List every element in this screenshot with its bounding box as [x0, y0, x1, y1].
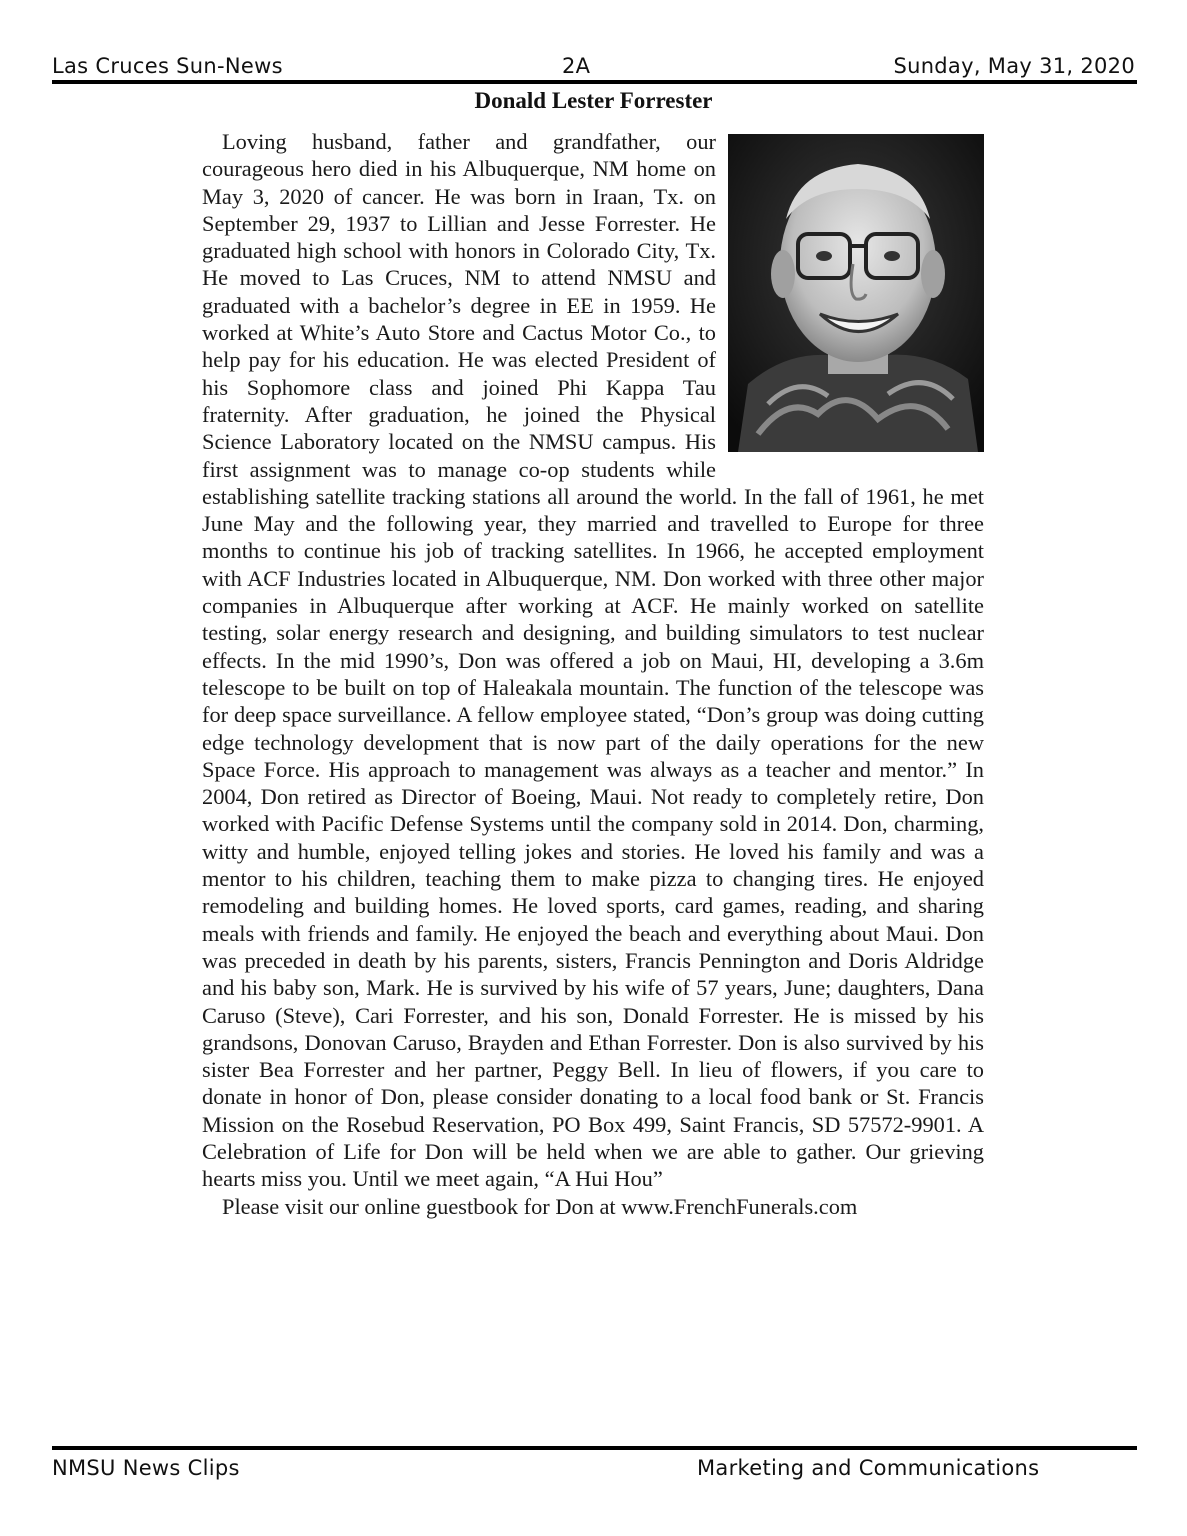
footer-right: Marketing and Communications	[697, 1456, 1040, 1480]
footer-rule	[52, 1446, 1137, 1450]
publication-date: Sunday, May 31, 2020	[893, 54, 1135, 78]
portrait-photo	[728, 134, 984, 452]
portrait-image	[728, 134, 984, 452]
publication-name: Las Cruces Sun-News	[52, 54, 283, 78]
header-rule	[52, 80, 1137, 84]
article-body	[202, 128, 984, 1220]
guestbook-text: Please visit our online guestbook for Don at www.FrenchFunerals.com	[222, 1193, 858, 1219]
page-number: 2A	[562, 54, 591, 78]
article-title: Donald Lester Forrester	[474, 88, 713, 113]
footer-left: NMSU News Clips	[52, 1456, 240, 1480]
obituary-text: Loving husband, father and grandfather, our courageous hero died in his Albuquerque, NM home on May 3, 2020 of cancer. He was born in Iraan, Tx. on September 29, 1937 to Lillian and Jesse Forrester. He graduated high school with honors in Colorado City, Tx. He moved to Las Cruces, NM to attend NMSU and graduated with a bachelor’s degree in EE in 1959. He worked at White’s Auto Store and Cactus Motor Co., to help pay for his education. He was elected President of his Sophomore class and joined Phi Kappa Tau fraternity. After graduation, he joined the Physical Science Laboratory located on the NMSU campus. His first assignment was to manage co-op students while establishing satellite tracking stations all around the world. In the fall of 1961, he met June May and the following year, they married and travelled to Europe for three months to continue his job of tracking satellites. In 1966, he accepted employment with ACF Industries located in Albuquerque, NM. Don worked with three other major companies in Albuquerque after working at ACF. He mainly worked on satellite testing, solar energy research and designing, and building simulators to test nuclear effects. In the mid 1990’s, Don was offered a job on Maui, HI, developing a 3.6m telescope to be built on top of Haleakala mountain. The function of the telescope was for deep space surveillance. A fellow employee stated, “Don’s group was doing cutting edge technology development that is now part of the daily operations for the new Space Force. His approach to management was always as a teacher and mentor.” In 2004, Don retired as Director of Boeing, Maui. Not ready to completely retire, Don worked with Pacific Defense Systems until the company sold in 2014. Don, charming, witty and humble, enjoyed telling jokes and stories. He loved his family and was a mentor to his children, teaching them to make pizza to changing tires. He enjoyed remodeling and building homes. He loved sports, card games, reading, and sharing meals with friends and family. He enjoyed the beach and everything about Maui. Don was preceded in death by his parents, sisters, Francis Pennington and Doris Aldridge and his baby son, Mark. He is survived by his wife of 57 years, June; daughters, Dana Caruso (Steve), Cari Forrester, and his son, Donald Forrester. He is missed by his grandsons, Donovan Caruso, Brayden and Ethan Forrester. Don is also survived by his sister Bea Forrester and her partner, Peggy Bell. In lieu of flowers, if you care to donate in honor of Don, please consider donating to a local food bank or St. Francis Mission on the Rosebud Reservation, PO Box 499, Saint Francis, SD 57572-9901. A Celebration of Life for Don will be held when we are able to gather. Our grieving hearts miss you. Until we meet again, “A Hui Hou”	[202, 129, 984, 1192]
